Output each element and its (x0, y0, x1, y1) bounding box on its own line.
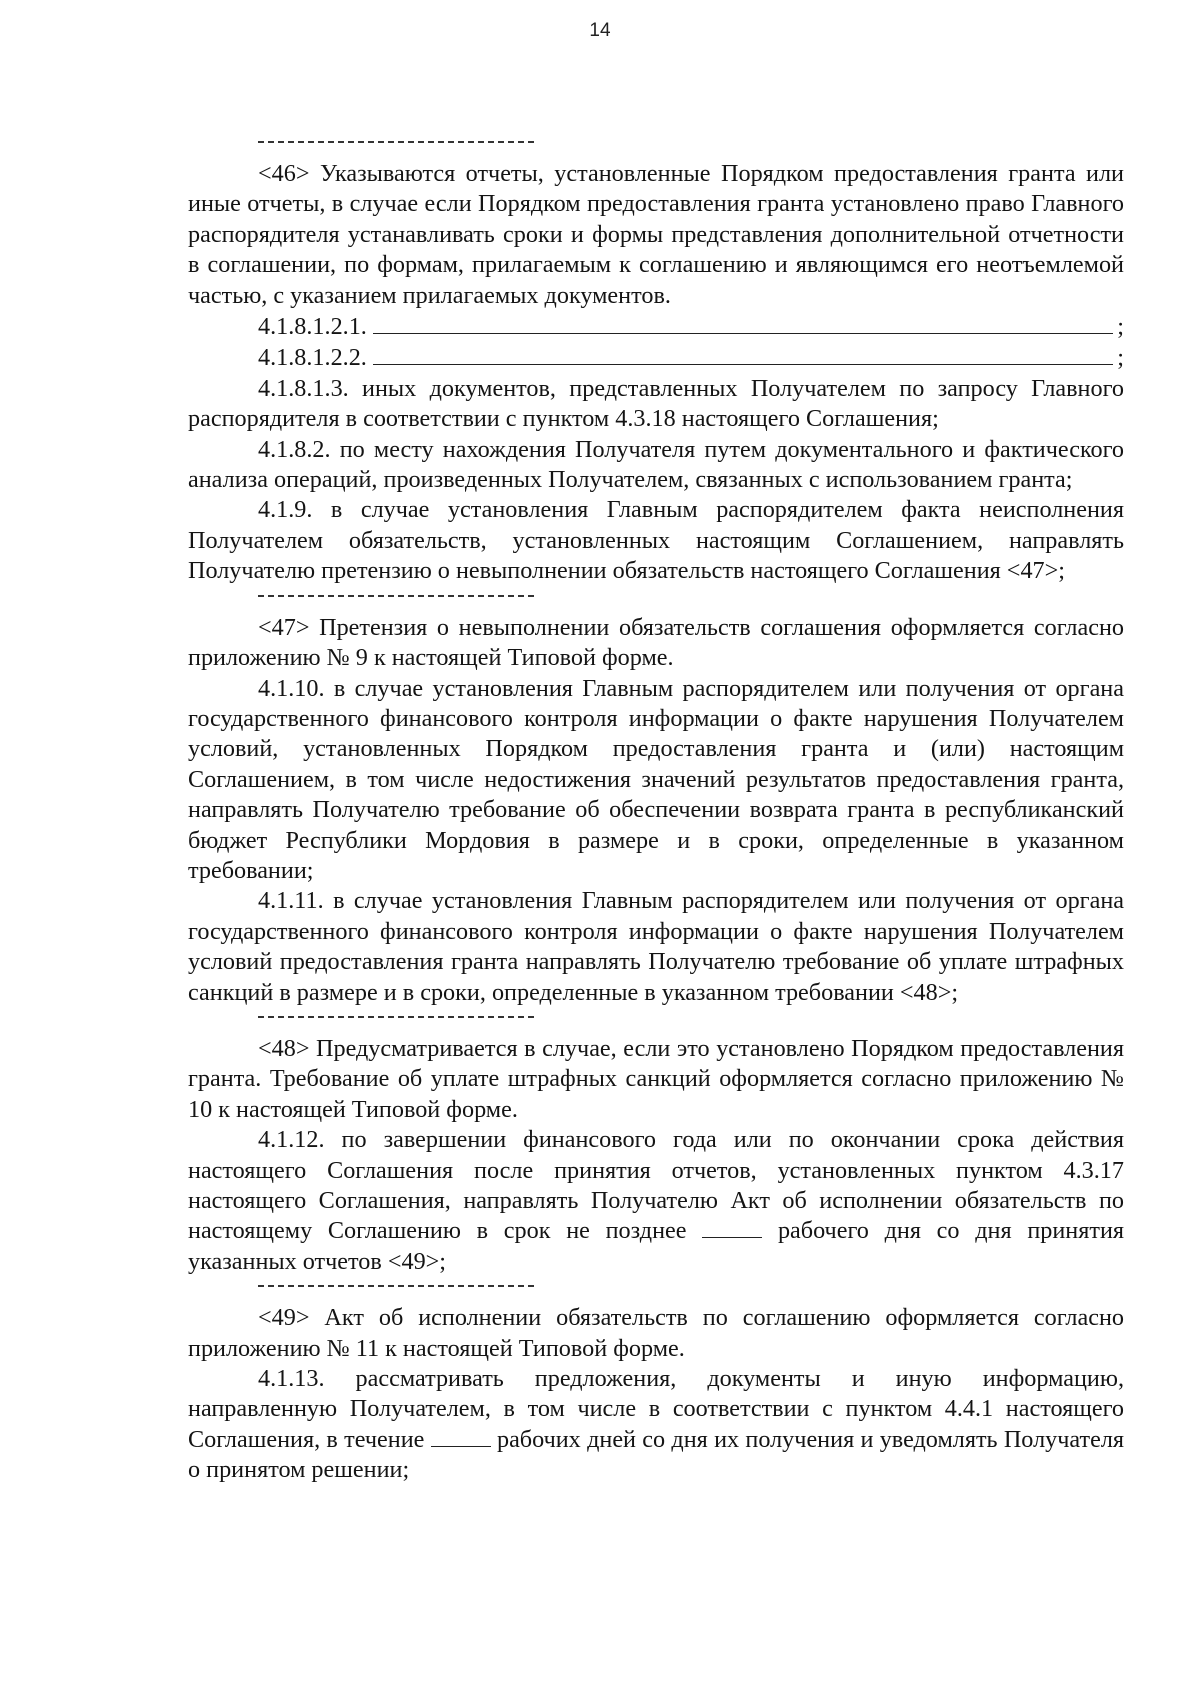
footnote-46: <46> Указываются отчеты, установленные Порядком предоставления гранта или иные отчеты, в случае если Порядком предоставления гранта установлено право Главного распорядителя устанавливать сроки и формы представления дополнительной отчетности в соглашении, по формам, прилагаемым к соглашению и являющимся его неотъемлемой частью, с указанием прилагаемых документов. (188, 160, 1124, 309)
item-number: 4.1.8.1.2.2. (258, 344, 367, 372)
item-4-1-13-text-b: рабочих дней со дня их получения и уведомлять Получателя о принятом решении; (188, 1425, 1125, 1484)
item-4-1-9: 4.1.9. в случае установления Главным распорядителем факта неисполнения Получателем обязательств, установленных настоящим Соглашением, направлять Получателю претензию о невыполнении обязательств настоящего Соглашения <47>; (188, 496, 1124, 585)
item-4-1-10: 4.1.10. в случае установления Главным распорядителем или получения от органа государственного финансового контроля информации о факте нарушения Получателем условий, установленных Порядком предоставления гранта и (или) настоящим Соглашением, в том числе недостижения значений результатов предоставления гранта, направлять Получателю требование об обеспечении возврата гранта в республиканский бюджет Республики Мордовия в размере и в сроки, определенные в указанном требовании; (188, 674, 1124, 884)
item-end: ; (1117, 313, 1124, 341)
blank-line (373, 342, 1113, 365)
footnote-separator (258, 595, 534, 597)
item-4-1-12-text-b: рабочего дня со дня принятия указанных отчетов <49>; (188, 1217, 1125, 1275)
blank-line (373, 311, 1113, 334)
item-4-1-8-2: 4.1.8.2. по месту нахождения Получателя путем документального и фактического анализа операций, произведенных Получателем, связанных с использованием гранта; (188, 435, 1124, 494)
footnote-47: <47> Претензия о невыполнении обязательств соглашения оформляется согласно приложению № 9 к настоящей Типовой форме. (188, 613, 1124, 672)
page-number: 14 (589, 20, 611, 41)
item-4-1-8-1-2-1 (188, 311, 1124, 342)
item-number: 4.1.8.1.2.1. (258, 313, 367, 341)
footnote-48: <48> Предусматривается в случае, если это установлено Порядком предоставления гранта. Требование об уплате штрафных санкций оформляется согласно приложению № 10 к настоящей Типовой форме. (188, 1034, 1124, 1123)
item-4-1-11: 4.1.11. в случае установления Главным распорядителем или получения от органа государственного финансового контроля информации о факте нарушения Получателем условий предоставления гранта направлять Получателю требование об уплате штрафных санкций в размере и в сроки, определенные в указанном требовании <48>; (188, 887, 1124, 1006)
footnote-separator (258, 1285, 534, 1287)
item-4-1-8-1-2-2 (188, 342, 1124, 373)
footnote-separator (258, 141, 534, 143)
item-4-1-12-text-a: 4.1.12. по завершении финансового года или по окончании срока действия настоящего Соглашения после принятия отчетов, установленных пунктом 4.3.17 настоящего Соглашения, направлять Получателю Акт об исполнении обязательств по настоящему Соглашению в срок не позднее (188, 1126, 1124, 1245)
footnote-49: <49> Акт об исполнении обязательств по соглашению оформляется согласно приложению № 11 к настоящей Типовой форме. (188, 1304, 1124, 1362)
footnote-separator (258, 1016, 534, 1018)
item-4-1-13 (188, 1364, 1124, 1486)
blank-line (431, 1428, 491, 1447)
document-body (188, 133, 1124, 1486)
blank-line (702, 1219, 762, 1238)
item-4-1-13-text-a: 4.1.13. рассматривать предложения, документы и иную информацию, направленную Получателем, в том числе в соответствии с пунктом 4.4.1 настоящего Соглашения, в течение (188, 1365, 1124, 1453)
item-end: ; (1117, 344, 1124, 372)
item-4-1-12 (188, 1125, 1124, 1277)
item-4-1-8-1-3: 4.1.8.1.3. иных документов, представленных Получателем по запросу Главного распорядителя в соответствии с пунктом 4.3.18 настоящего Соглашения; (188, 374, 1124, 433)
